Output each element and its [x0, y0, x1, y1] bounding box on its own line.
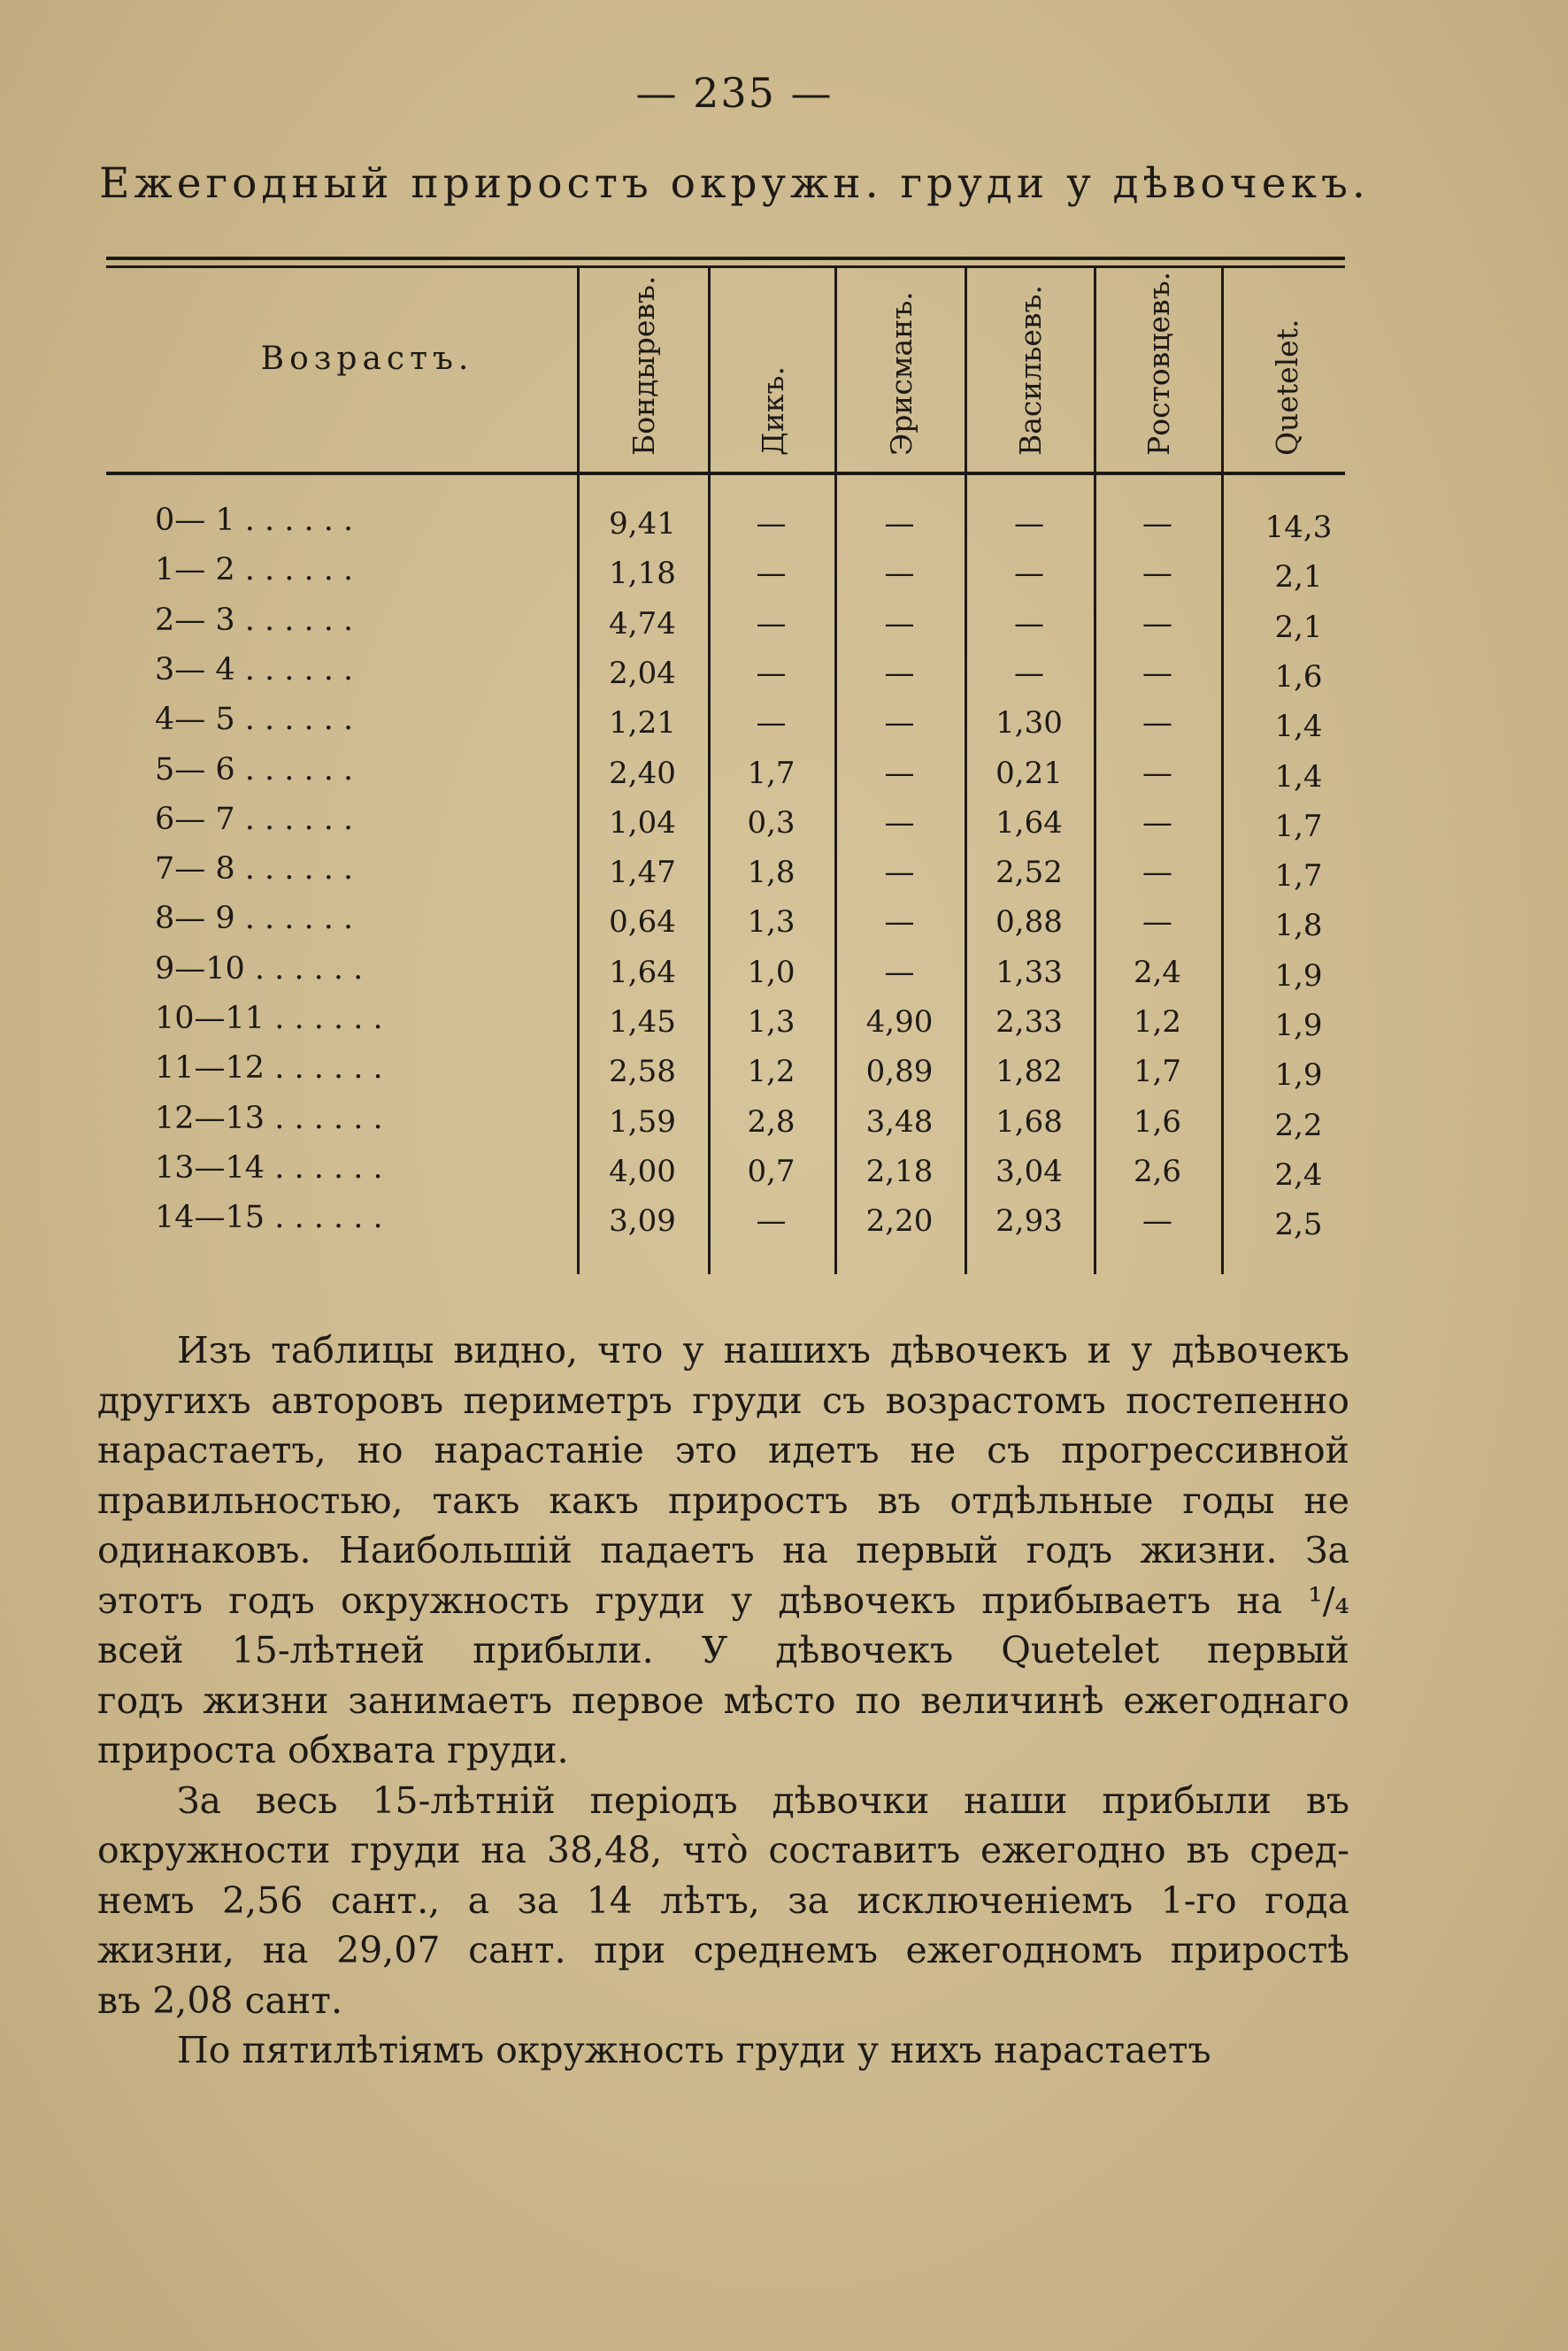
- text-line: По пятилѣтіямъ окружность груди у нихъ нарастаетъ: [177, 2029, 1211, 2071]
- table-cell: 2,6: [1133, 1153, 1182, 1189]
- table-cell: 1,59: [609, 1103, 676, 1140]
- table-cell: —: [1142, 1203, 1172, 1240]
- age-range: 13—14 . . . . . .: [155, 1149, 383, 1186]
- table-cell: 1,04: [609, 804, 676, 841]
- column-header: Васильевъ.: [1013, 285, 1048, 456]
- table-cell: —: [884, 855, 915, 891]
- text-line: Изъ таблицы видно, что у нашихъ дѣвочекъ и у дѣвочекъ: [177, 1329, 1349, 1371]
- text-line: немъ 2,56 сант., а за 14 лѣтъ, за исключеніемъ 1-го года: [97, 1878, 1349, 1922]
- table-cell: 1,0: [747, 954, 796, 990]
- table-cell: 1,2: [1133, 1004, 1182, 1040]
- text-line: правильностью, такъ какъ приростъ въ отдѣльные годы не: [97, 1479, 1349, 1522]
- table-cell: 1,4: [1274, 758, 1323, 795]
- column-header: Бондыревъ.: [626, 275, 661, 456]
- table-cell: —: [1014, 655, 1044, 691]
- table-cell: 0,3: [747, 804, 796, 841]
- table-cell: 1,8: [1274, 908, 1323, 944]
- table-cell: —: [884, 655, 915, 691]
- table-cell: 1,9: [1274, 957, 1323, 994]
- age-range: 10—11 . . . . . .: [155, 1001, 383, 1036]
- table-cell: 1,7: [747, 755, 796, 791]
- table-cell: 2,33: [995, 1004, 1063, 1040]
- age-range: 2— 3 . . . . . .: [155, 602, 354, 638]
- table-cell: 1,82: [995, 1054, 1063, 1090]
- table-top-rule: [106, 257, 1345, 260]
- table-cell: 3,04: [995, 1153, 1063, 1189]
- table-cell: 14,3: [1264, 510, 1333, 545]
- column-divider: [577, 267, 580, 1274]
- table-cell: 2,4: [1274, 1156, 1323, 1193]
- table-cell: 1,7: [1274, 858, 1323, 895]
- text-line: годъ жизни занимаетъ первое мѣсто по величинѣ ежегоднаго: [97, 1679, 1349, 1722]
- body-text: [97, 1325, 1349, 2076]
- table-cell: 0,88: [995, 904, 1063, 941]
- text-line: окружности груди на 38,48, что̀ составитъ ежегодно въ сред-: [97, 1829, 1349, 1871]
- column-header: Ростовцевъ.: [1141, 271, 1176, 456]
- table-cell: 1,9: [1274, 1008, 1323, 1043]
- age-range: 11—12 . . . . . .: [155, 1050, 383, 1087]
- age-range: 8— 9 . . . . . .: [155, 901, 354, 937]
- age-range: 14—15 . . . . . .: [155, 1200, 383, 1236]
- table-cell: 2,52: [995, 855, 1063, 891]
- column-header: Quetelet.: [1269, 319, 1304, 456]
- table-cell: 4,90: [865, 1004, 934, 1040]
- table-cell: 2,58: [609, 1054, 676, 1090]
- paragraph-2: [97, 1776, 1349, 2026]
- table-cell: 2,40: [609, 755, 676, 791]
- table-cell: 4,00: [609, 1153, 676, 1189]
- text-line: въ 2,08 сант.: [97, 1978, 342, 2022]
- table-cell: —: [1014, 605, 1044, 642]
- table-cell: —: [884, 556, 915, 592]
- age-range: 1— 2 . . . . . .: [155, 552, 354, 588]
- table-cell: 9,41: [609, 506, 676, 542]
- age-range: 9—10 . . . . . .: [155, 950, 364, 987]
- table-cell: 0,7: [747, 1153, 796, 1189]
- text-line: всей 15-лѣтней прибыли. У дѣвочекъ Quetelet первый: [97, 1629, 1349, 1671]
- table-cell: —: [756, 605, 787, 642]
- table-cell: 1,4: [1274, 709, 1323, 745]
- table-cell: —: [884, 755, 915, 791]
- table-cell: —: [884, 954, 915, 990]
- table-cell: 1,30: [995, 705, 1063, 741]
- age-range: 6— 7 . . . . . .: [155, 801, 354, 837]
- paragraph-1: [97, 1325, 1349, 1776]
- text-line: этотъ годъ окружность груди у дѣвочекъ прибываетъ на ¹/₄: [97, 1579, 1349, 1622]
- table-cell: 2,18: [865, 1153, 934, 1189]
- table-cell: 2,4: [1133, 954, 1182, 990]
- table-header-rule: [106, 472, 1345, 475]
- table-cell: 0,21: [995, 755, 1063, 791]
- table-cell: —: [756, 556, 787, 592]
- table-cell: 1,3: [747, 904, 796, 941]
- table-cell: —: [1142, 605, 1172, 642]
- table-cell: 1,9: [1274, 1057, 1323, 1094]
- age-range: 7— 8 . . . . . .: [155, 851, 354, 887]
- table-cell: 2,1: [1274, 609, 1323, 645]
- table-top-rule-inner: [106, 265, 1345, 268]
- table-cell: —: [884, 605, 915, 642]
- table-cell: —: [1142, 556, 1172, 592]
- table-cell: 1,45: [609, 1004, 676, 1040]
- text-line: одинаковъ. Наибольшій падаетъ на первый годъ жизни. За: [97, 1529, 1349, 1571]
- age-range: 0— 1 . . . . . .: [155, 503, 354, 538]
- table-cell: —: [1142, 506, 1172, 542]
- column-header: Эрисманъ.: [883, 291, 919, 456]
- table-cell: 1,6: [1274, 658, 1323, 695]
- table-cell: 1,7: [1133, 1054, 1182, 1090]
- table-cell: 4,74: [609, 605, 676, 642]
- table-cell: —: [1142, 705, 1172, 741]
- table-cell: —: [756, 506, 787, 542]
- table-cell: —: [1142, 655, 1172, 691]
- table-cell: —: [884, 705, 915, 741]
- table-cell: 2,20: [865, 1203, 934, 1240]
- table-cell: 2,8: [747, 1103, 796, 1140]
- table-title: Ежегодный приростъ окружн. груди у дѣвочекъ.: [99, 159, 1370, 208]
- age-column-header: Возрастъ.: [260, 341, 474, 377]
- table-cell: —: [1142, 904, 1172, 941]
- table-cell: 1,18: [609, 556, 676, 592]
- table-cell: 1,2: [747, 1054, 796, 1090]
- table-cell: 2,5: [1274, 1207, 1323, 1243]
- table-cell: 3,48: [865, 1103, 934, 1140]
- table-cell: —: [884, 804, 915, 841]
- text-line: прироста обхвата груди.: [97, 1729, 569, 1771]
- table-cell: 1,64: [995, 804, 1063, 841]
- table-cell: —: [1142, 804, 1172, 841]
- table-cell: 2,93: [995, 1203, 1063, 1240]
- table-cell: 1,33: [995, 954, 1063, 990]
- table-cell: 2,04: [609, 655, 676, 691]
- text-line: жизни, на 29,07 сант. при среднемъ ежегодномъ приростѣ: [97, 1929, 1349, 1971]
- table-cell: 1,21: [609, 705, 676, 741]
- text-line: За весь 15-лѣтній періодъ дѣвочки наши прибыли въ: [177, 1779, 1349, 1822]
- table-cell: —: [1014, 556, 1044, 592]
- table-cell: 1,47: [609, 855, 676, 891]
- age-range: 3— 4 . . . . . .: [155, 651, 354, 688]
- table-cell: 0,89: [865, 1054, 934, 1090]
- paragraph-3: [97, 2025, 1349, 2076]
- text-line: нарастаетъ, но нарастаніе это идетъ не съ прогрессивной: [97, 1429, 1349, 1471]
- table-cell: 3,09: [609, 1203, 676, 1240]
- age-range: 5— 6 . . . . . .: [155, 751, 354, 788]
- table-cell: —: [756, 1203, 787, 1240]
- age-range: 12—13 . . . . . .: [155, 1100, 383, 1136]
- table-cell: —: [884, 904, 915, 941]
- table-cell: —: [884, 506, 915, 542]
- table-cell: —: [1142, 855, 1172, 891]
- age-range: 4— 5 . . . . . .: [155, 702, 354, 738]
- table-cell: 2,1: [1274, 559, 1323, 595]
- table-cell: —: [756, 655, 787, 691]
- table-cell: 1,8: [747, 855, 796, 891]
- table-cell: 0,64: [609, 904, 676, 941]
- column-header: Дикъ.: [755, 366, 790, 456]
- table-cell: 1,7: [1274, 808, 1323, 844]
- table-cell: —: [1142, 755, 1172, 791]
- column-divider: [1221, 267, 1224, 1274]
- table-cell: 1,3: [747, 1004, 796, 1040]
- table-cell: 1,64: [609, 954, 676, 990]
- table-cell: 1,68: [995, 1103, 1063, 1140]
- table-cell: —: [1014, 506, 1044, 542]
- page-number: — 235 —: [635, 69, 834, 117]
- table-cell: 1,6: [1133, 1103, 1182, 1140]
- text-line: другихъ авторовъ периметръ груди съ возрастомъ постепенно: [97, 1379, 1349, 1422]
- table-cell: 2,2: [1274, 1107, 1323, 1143]
- table-cell: —: [756, 705, 787, 741]
